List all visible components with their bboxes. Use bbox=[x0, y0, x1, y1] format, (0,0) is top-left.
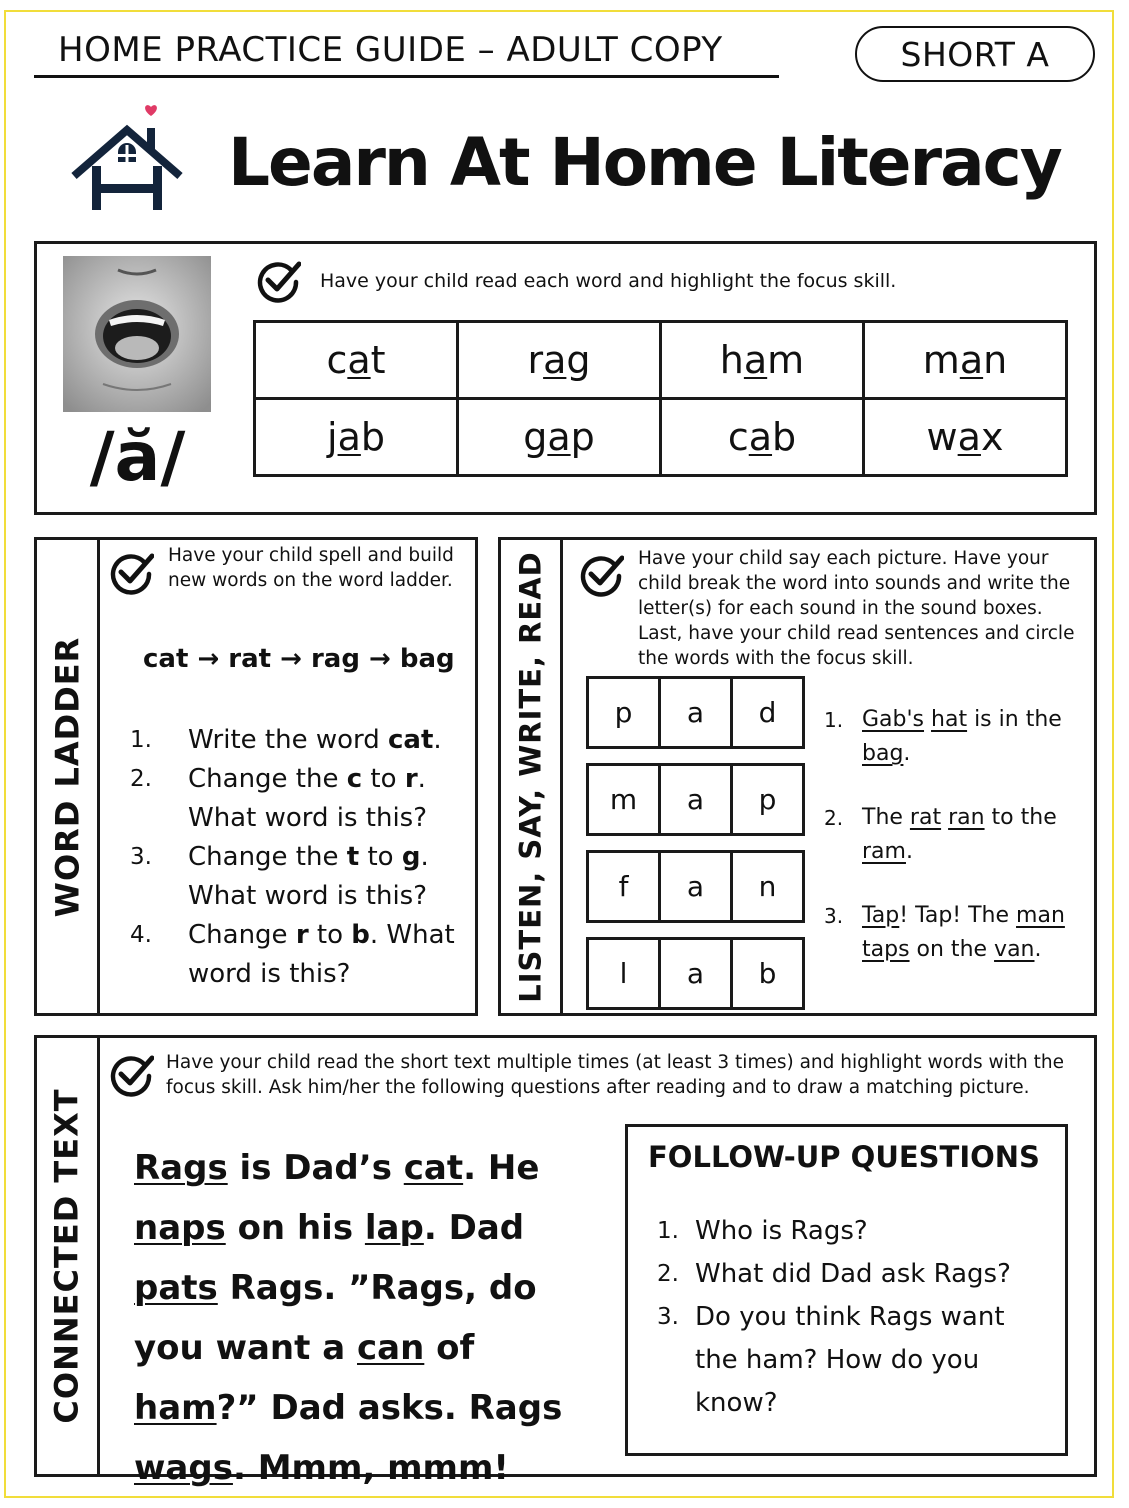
focus-word: van bbox=[994, 937, 1035, 962]
sound-box: l bbox=[588, 939, 660, 1009]
sound-box-row bbox=[586, 676, 805, 749]
focus-word: cat bbox=[403, 1148, 464, 1188]
checkmark-circle-icon bbox=[255, 258, 301, 304]
focus-letter: a bbox=[959, 338, 984, 382]
word-cell: gap bbox=[458, 399, 661, 476]
sound-box-row bbox=[586, 937, 805, 1010]
question-number: 1. bbox=[657, 1218, 679, 1244]
section-divider bbox=[97, 1037, 100, 1474]
focus-word: bag bbox=[862, 741, 904, 766]
word-cell: rag bbox=[458, 322, 661, 399]
focus-word: naps bbox=[134, 1208, 226, 1248]
ladder-step: 3. Change the t to g. What word is this? bbox=[130, 838, 470, 916]
sentence: 3. Tap! Tap! The man taps on the van. bbox=[824, 899, 1084, 967]
step-number: 4. bbox=[130, 922, 152, 948]
section-divider bbox=[97, 539, 100, 1013]
guide-title: HOME PRACTICE GUIDE – ADULT COPY bbox=[58, 30, 723, 70]
skill-badge: SHORT A bbox=[855, 26, 1095, 82]
focus-word: can bbox=[357, 1328, 425, 1368]
word-cell: man bbox=[864, 322, 1067, 399]
sentence-number: 1. bbox=[824, 708, 844, 732]
checkmark-circle-icon bbox=[108, 1052, 154, 1098]
word-row bbox=[255, 322, 1067, 399]
ladder-step: 4. Change r to b. What word is this? bbox=[130, 916, 470, 994]
ladder-step: 2. Change the c to r. What word is this? bbox=[130, 760, 470, 838]
word-cell: wax bbox=[864, 399, 1067, 476]
sound-box: p bbox=[588, 678, 660, 748]
question-number: 3. bbox=[657, 1304, 679, 1330]
focus-word: lap bbox=[364, 1208, 424, 1248]
sound-box: d bbox=[732, 678, 804, 748]
word-cell: cat bbox=[255, 322, 458, 399]
listen-say-label: LISTEN, SAY, WRITE, READ bbox=[513, 550, 548, 1003]
ladder-letter: g bbox=[401, 842, 421, 872]
ladder-letter: t bbox=[346, 842, 360, 872]
sound-box: m bbox=[588, 765, 660, 835]
ladder-steps bbox=[130, 721, 470, 994]
sound-box: a bbox=[660, 765, 732, 835]
focus-word: wags bbox=[134, 1448, 233, 1488]
sound-box: a bbox=[660, 939, 732, 1009]
sound-box: a bbox=[660, 852, 732, 922]
word-reading-instruction: Have your child read each word and highlight the focus skill. bbox=[320, 270, 897, 292]
focus-word: ran bbox=[948, 805, 985, 830]
connected-text-label: CONNECTED TEXT bbox=[48, 1088, 87, 1424]
focus-letter: a bbox=[337, 415, 361, 459]
ladder-sequence: cat → rat → rag → bag bbox=[143, 644, 455, 674]
sound-box: b bbox=[732, 939, 804, 1009]
step-number: 2. bbox=[130, 766, 152, 792]
checkmark-circle-icon bbox=[108, 550, 154, 596]
word-ladder-label: WORD LADDER bbox=[48, 636, 86, 917]
question: 1. Who is Rags? bbox=[657, 1210, 1052, 1253]
focus-word: pats bbox=[134, 1268, 218, 1308]
sound-box: p bbox=[732, 765, 804, 835]
focus-word: Rags bbox=[134, 1148, 228, 1188]
focus-word: rat bbox=[909, 805, 942, 830]
word-ladder-instruction: Have your child spell and build new words on the word ladder. bbox=[168, 545, 454, 591]
focus-word: ham bbox=[134, 1388, 217, 1428]
step-number: 1. bbox=[130, 727, 152, 753]
sentence-number: 3. bbox=[824, 904, 844, 928]
sound-box: n bbox=[732, 852, 804, 922]
ladder-letter: r bbox=[404, 764, 418, 794]
focus-letter: a bbox=[547, 415, 571, 459]
word-cell: ham bbox=[661, 322, 864, 399]
question: 2. What did Dad ask Rags? bbox=[657, 1253, 1052, 1296]
ladder-letter: r bbox=[295, 920, 309, 950]
focus-letter: a bbox=[347, 338, 371, 382]
focus-word: Tap bbox=[862, 903, 900, 928]
ladder-letter: b bbox=[351, 920, 370, 950]
section-divider bbox=[560, 539, 563, 1013]
focus-letter: a bbox=[543, 338, 567, 382]
word-grid bbox=[253, 320, 1068, 477]
focus-letter: a bbox=[748, 415, 773, 459]
word-cell: jab bbox=[255, 399, 458, 476]
brand-title: Learn At Home Literacy bbox=[228, 124, 1061, 201]
checkmark-circle-icon bbox=[578, 552, 624, 598]
follow-up-title: FOLLOW-UP QUESTIONS bbox=[648, 1140, 1040, 1174]
sound-box: f bbox=[588, 852, 660, 922]
word-cell: cab bbox=[661, 399, 864, 476]
sentence: 2. The rat ran to the ram. bbox=[824, 801, 1084, 869]
title-underline bbox=[34, 75, 779, 78]
focus-word: taps bbox=[862, 937, 910, 962]
focus-word: hat bbox=[931, 707, 968, 732]
decodable-sentences bbox=[824, 703, 1084, 967]
focus-word: Gab's bbox=[862, 707, 925, 732]
follow-up-questions bbox=[657, 1210, 1052, 1425]
phoneme-label: /ă/ bbox=[89, 418, 186, 497]
sound-box: a bbox=[660, 678, 732, 748]
ladder-letter: cat bbox=[388, 725, 434, 755]
step-number: 3. bbox=[130, 844, 152, 870]
sound-box-row bbox=[586, 763, 805, 836]
connected-text-instruction: Have your child read the short text multiple times (at least 3 times) and highlight words with the focus skill. Ask him/her the following questions after reading and to draw a matching picture. bbox=[166, 1052, 1064, 1098]
listen-instruction: Have your child say each picture. Have your child break the word into sounds and write the letter(s) for each sound in the sound boxes. Last, have your child read sentences and circle the words with the focus skill. bbox=[638, 548, 1075, 669]
focus-word: ram bbox=[862, 839, 906, 864]
focus-letter: a bbox=[957, 415, 981, 459]
focus-letter: a bbox=[743, 338, 768, 382]
house-heart-logo-icon bbox=[68, 104, 186, 214]
sound-boxes bbox=[586, 676, 805, 1010]
ladder-step: 1. Write the word cat. bbox=[130, 721, 470, 760]
child-mouth-photo bbox=[63, 256, 211, 412]
question: 3. Do you think Rags want the ham? How do you know? bbox=[657, 1296, 1052, 1425]
ladder-letter: c bbox=[346, 764, 363, 794]
sentence-number: 2. bbox=[824, 806, 844, 830]
sentence: 1. Gab's hat is in the bag. bbox=[824, 703, 1084, 771]
story-passage: Rags is Dad’s cat. He naps on his lap. Dad pats Rags. ”Rags, do you want a can of ham?” Dad asks. Rags wags. Mmm, mmm! bbox=[134, 1148, 563, 1488]
question-number: 2. bbox=[657, 1261, 679, 1287]
focus-word: man bbox=[1016, 903, 1065, 928]
sound-box-row bbox=[586, 850, 805, 923]
word-row bbox=[255, 399, 1067, 476]
